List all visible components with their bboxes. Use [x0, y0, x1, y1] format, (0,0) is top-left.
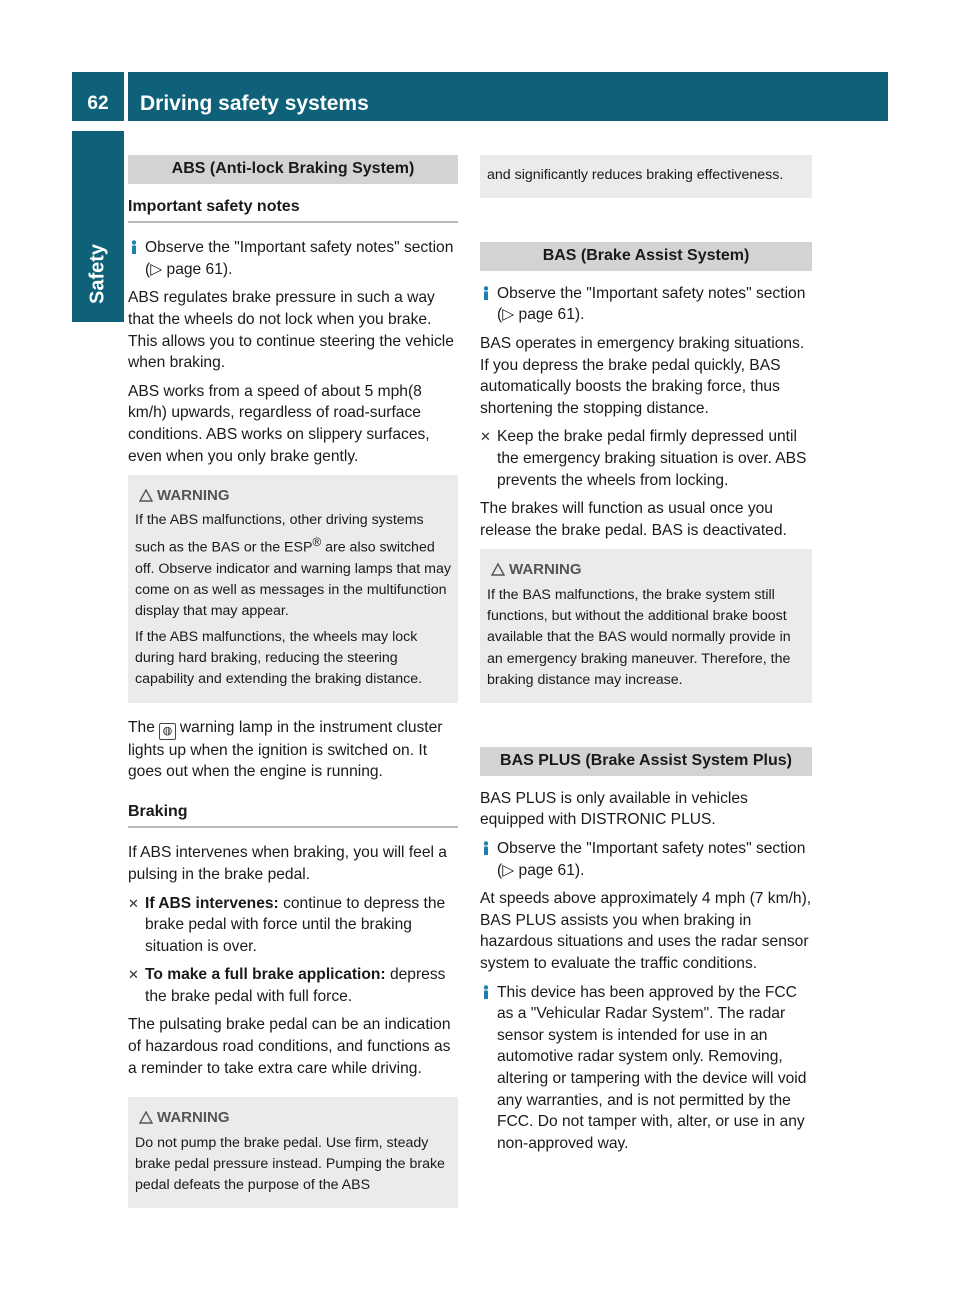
bas-plus-heading: BAS PLUS (Brake Assist System Plus) [480, 747, 812, 776]
list-item: ✕ To make a full brake application: depress the brake pedal with full force. [128, 966, 446, 1005]
bullet-arrow-icon: ✕ [128, 967, 139, 983]
paragraph: ABS regulates brake pressure in such a way that the wheels do not lock when you brake. This allows you to continue steering the vehicle when braking. [128, 289, 454, 372]
warning-text: If the ABS malfunctions, the wheels may lock during hard braking, reducing the steering capability and extending the braking distance. [135, 628, 423, 688]
bas-heading: BAS (Brake Assist System) [480, 242, 812, 271]
warning-title: WARNING [487, 559, 805, 580]
warning-box [480, 549, 812, 703]
abs-heading: ABS (Anti-lock Braking System) [128, 155, 458, 184]
warning-text: If the ABS malfunctions, other driving systems such as the BAS or the ESP® are also switched off. Observe indicator and warning lamps that may come on as well as messages in the multifunction display that may appear. [135, 512, 451, 620]
list-item: ✕ Keep the brake pedal firmly depressed until the emergency braking situation is over. ABS prevents the wheels from locking. [480, 428, 807, 489]
braking-heading: Braking [128, 801, 458, 829]
page-number: 62 [87, 93, 109, 114]
abs-warning-lamp-icon: ◍ [159, 723, 176, 740]
warning-continuation [480, 155, 812, 198]
info-icon [480, 841, 492, 863]
info-icon [480, 286, 492, 308]
warning-triangle-icon [139, 1109, 153, 1130]
warning-triangle-icon [139, 487, 153, 508]
paragraph: The ◍ warning lamp in the instrument cluster lights up when the ignition is switched on. It goes out when the engine is running. [128, 718, 443, 781]
warning-box [128, 1097, 458, 1208]
paragraph: The pulsating brake pedal can be an indication of hazardous road conditions, and functions as a reminder to take extra care while driving. [128, 1016, 451, 1077]
info-icon [480, 985, 492, 1007]
side-tab-label: Safety [86, 243, 109, 305]
warning-text: Do not pump the brake pedal. Use firm, steady brake pedal pressure instead. Pumping the brake pedal defeats the purpose of the ABS [135, 1134, 445, 1194]
page-title: Driving safety systems [140, 92, 369, 115]
info-icon [128, 240, 140, 262]
list-item: ✕ If ABS intervenes: continue to depress the brake pedal with force until the braking situation is over. [128, 894, 446, 955]
safety-notes-heading: Important safety notes [128, 196, 458, 224]
paragraph: BAS operates in emergency braking situations. If you depress the brake pedal quickly, BAS automatically boosts the braking force, thus shortening the stopping distance. [480, 335, 805, 417]
header-divider [124, 72, 128, 121]
warning-text: If the BAS malfunctions, the brake system still functions, but without the additional brake boost available that the BAS would normally provide in an emergency braking maneuver. Therefore, the braking distance may increase. [487, 586, 791, 688]
warning-triangle-icon [491, 561, 505, 582]
bullet-arrow-icon: ✕ [480, 429, 491, 445]
warning-title: WARNING [135, 485, 451, 506]
paragraph: The brakes will function as usual once you release the brake pedal. BAS is deactivated. [480, 500, 787, 539]
warning-text: and significantly reduces braking effectiveness. [487, 167, 784, 183]
info-note: Observe the "Important safety notes" section (▷ page 61). [480, 283, 812, 326]
right-column [480, 155, 812, 1161]
left-column [128, 155, 458, 1222]
info-note: This device has been approved by the FCC as a "Vehicular Radar System". The radar sensor system is intended for use in an automotive radar system only. Removing, altering or tampering with the device will void any warranties, and is not permitted by the FCC. Do not tamper with, alter, or use in any non-approved way. [480, 982, 812, 1155]
warning-title: WARNING [135, 1107, 451, 1128]
warning-box [128, 475, 458, 702]
paragraph: BAS PLUS is only available in vehicles equipped with DISTRONIC PLUS. [480, 789, 748, 829]
paragraph: If ABS intervenes when braking, you will feel a pulsing in the brake pedal. [128, 844, 447, 883]
paragraph: At speeds above approximately 4 mph (7 km/h), BAS PLUS assists you when braking in hazardous situations and uses the radar sensor system to evaluate the traffic conditions. [480, 890, 812, 972]
info-note: Observe the "Important safety notes" section (▷ page 61). [128, 237, 458, 280]
paragraph: ABS works from a speed of about 5 mph(8 km/h) upwards, regardless of road-surface conditions. ABS works on slippery surfaces, even when you only brake gently. [128, 382, 430, 465]
side-block [72, 131, 124, 226]
info-note: Observe the "Important safety notes" section (▷ page 61). [480, 838, 812, 881]
bullet-arrow-icon: ✕ [128, 895, 139, 911]
